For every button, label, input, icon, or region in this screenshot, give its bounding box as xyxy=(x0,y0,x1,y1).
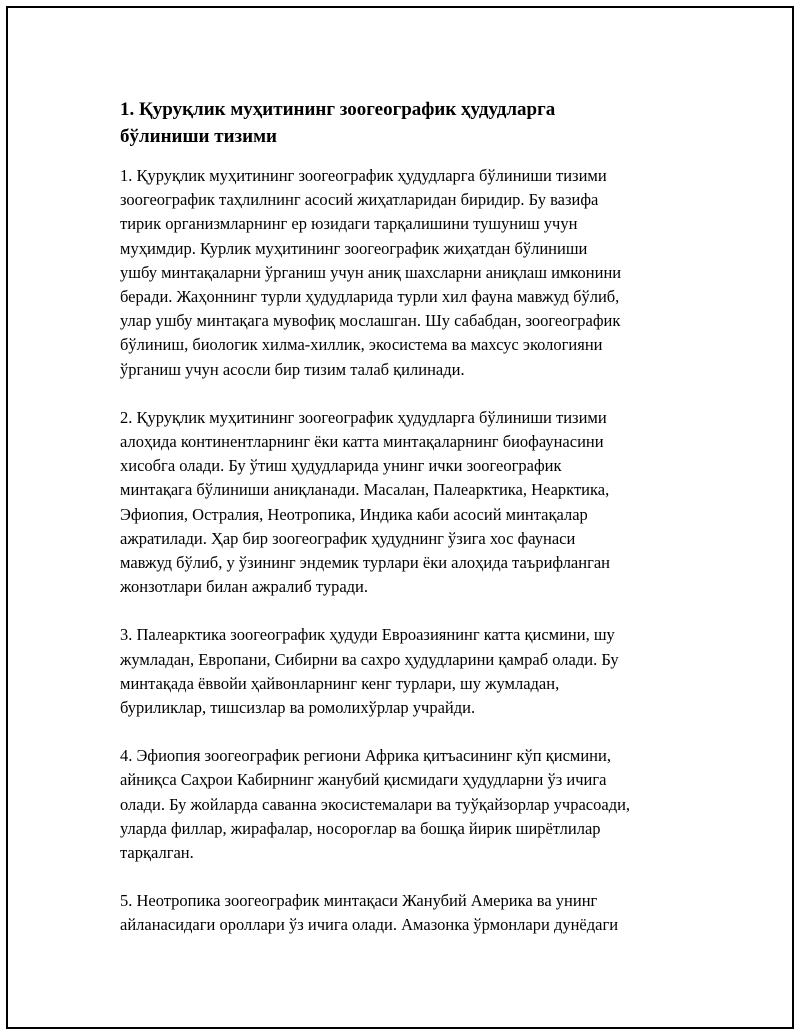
paragraph-4: 4. Эфиопия зоогеографик региони Африка қитъасининг кўп қисмини, айниқса Саҳрои Кабирнинг жанубий қисмидаги ҳудудларни ўз ичига олади. Бу жойларда саванна экосистемалари ва туўқайзорлар учрасоади, уларда филлар, жирафалар, носороғлар ва бошқа йирик ширётлилар тарқалган. xyxy=(120,746,631,863)
document-page xyxy=(6,6,794,1029)
paragraph-1: 1. Қуруқлик муҳитининг зоогеографик ҳудудларга бўлиниши тизими зоогеографик таҳлилнинг асосий жиҳатларидан биридир. Бу вазифа тирик организмларнинг ер юзидаги тарқалишини тушуниш учун муҳимдир. Курлик муҳитининг зоогеографик жиҳатдан бўлиниши ушбу минтақаларни ўрганиш учун аниқ шахсларни аниқлаш имконини беради. Жаҳоннинг турли ҳудудларида турли хил фауна мавжуд бўлиб, улар ушбу минтақага мувофиқ мослашган. Шу сабабдан, зоогеографик бўлиниш, биологик хилма-хиллик, экосистема ва махсус экологияни ўрганиш учун асосли бир тизим талаб қилинади. xyxy=(120,166,622,379)
paragraph-3: 3. Палеарктика зоогеографик ҳудуди Евроазиянинг катта қисмини, шу жумладан, Европани, Сибирни ва сахро ҳудудларини қамраб олади. Бу минтақада ёввойи ҳайвонларнинг кенг турлари, шу жумладан, буриликлар, тишсизлар ва ромолихўрлар учрайди. xyxy=(120,625,619,718)
paragraph-2: 2. Қуруқлик муҳитининг зоогеографик ҳудудларга бўлиниши тизими алоҳида континентларнинг ёки катта минтақаларнинг биофаунасини хисобга олади. Бу ўтиш ҳудудларида унинг ички зоогеографик минтақага бўлиниши аниқланади. Масалан, Палеарктика, Неарктика, Эфиопия, Остралия, Неотропика, Индика каби асосий минтақалар ажратилади. Ҳар бир зоогеографик ҳудуднинг ўзига хос фаунаси мавжуд бўлиб, у ўзининг эндемик турлари ёки алоҳида таърифланган жонзотлари билан ажралиб туради. xyxy=(120,407,610,597)
document-title: 1. Қуруқлик муҳитининг зоогеографик ҳудудларга бўлиниши тизими xyxy=(120,99,556,147)
document-body xyxy=(120,96,720,962)
paragraph-5: 5. Неотропика зоогеографик минтақаси Жанубий Америка ва унинг айланасидаги ороллари ўз ичига олади. Амазонка ўрмонлари дунёдаги xyxy=(120,891,619,935)
